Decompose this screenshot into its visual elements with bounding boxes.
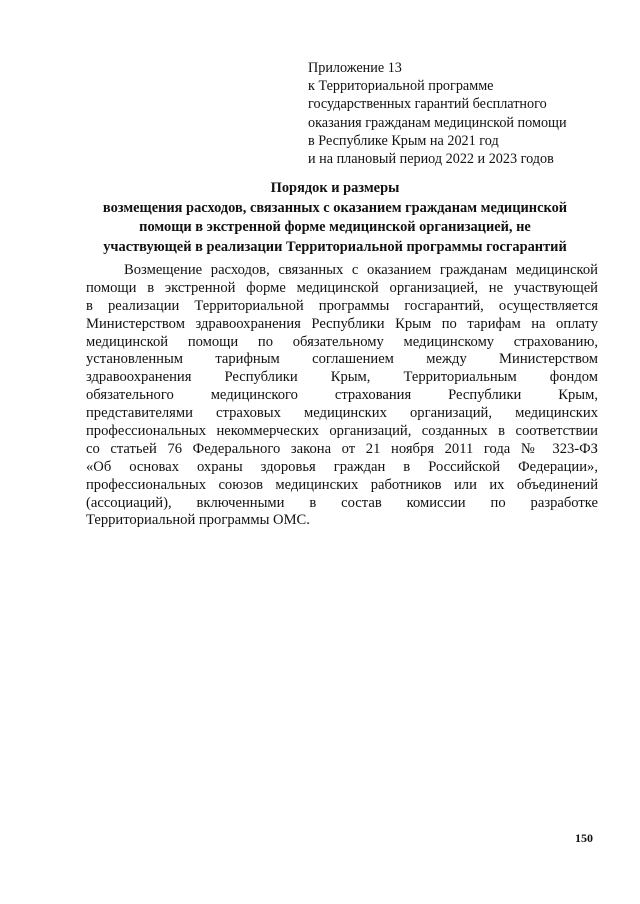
- appendix-line: оказания гражданам медицинской помощи: [308, 114, 567, 131]
- paragraph-line: со статьей 76 Федерального закона от 21 ноября 2011 года № 323-ФЗ: [86, 440, 598, 457]
- appendix-line: в Республике Крым на 2021 год: [308, 132, 499, 149]
- paragraph-line: (ассоциаций), включенными в состав комиссии по разработке: [86, 494, 598, 511]
- paragraph-line: представителями страховых медицинских организаций, медицинских: [86, 405, 598, 422]
- paragraph-line: «Об основах охраны здоровья граждан в Российской Федерации»,: [86, 458, 598, 475]
- title-line: Порядок и размеры: [270, 180, 400, 196]
- title-line: помощи в экстренной форме медицинской организацией, не: [139, 219, 531, 235]
- paragraph-line: здравоохранения Республики Крым, Территориальным фондом: [86, 369, 598, 386]
- paragraph-line: профессиональных некоммерческих организаций, созданных в соответствии: [86, 423, 598, 440]
- appendix-line: к Территориальной программе: [308, 78, 494, 95]
- title-line: участвующей в реализации Территориальной программы госгарантий: [103, 238, 567, 255]
- paragraph-line: профессиональных союзов медицинских работников или их объединений: [86, 476, 598, 493]
- appendix-header: [308, 59, 608, 168]
- title-line: возмещения расходов, связанных с оказанием гражданам медицинской: [102, 199, 568, 216]
- paragraph-line: обязательного медицинского страхования Республики Крым,: [86, 387, 598, 404]
- appendix-line: и на плановый период 2022 и 2023 годов: [308, 151, 554, 168]
- paragraph-line: Территориальной программы ОМС.: [86, 512, 310, 529]
- paragraph-line: в реализации Территориальной программы госгарантий, осуществляется: [86, 297, 598, 314]
- paragraph-line: помощи в экстренной форме медицинской организацией, не участвующей: [86, 279, 598, 296]
- appendix-line: Приложение 13: [308, 60, 402, 76]
- document-title: [70, 179, 600, 257]
- body-paragraph: [86, 262, 598, 530]
- paragraph-line: Министерством здравоохранения Республики Крым по тарифам на оплату: [86, 315, 598, 332]
- page-number: 150: [575, 831, 593, 845]
- appendix-line: государственных гарантий бесплатного: [308, 96, 547, 113]
- paragraph-line: медицинской помощи по обязательному медицинскому страхованию,: [86, 333, 598, 350]
- paragraph-line: установленным тарифным соглашением между Министерством: [86, 351, 598, 368]
- paragraph-line: Возмещение расходов, связанных с оказанием гражданам медицинской: [124, 262, 598, 278]
